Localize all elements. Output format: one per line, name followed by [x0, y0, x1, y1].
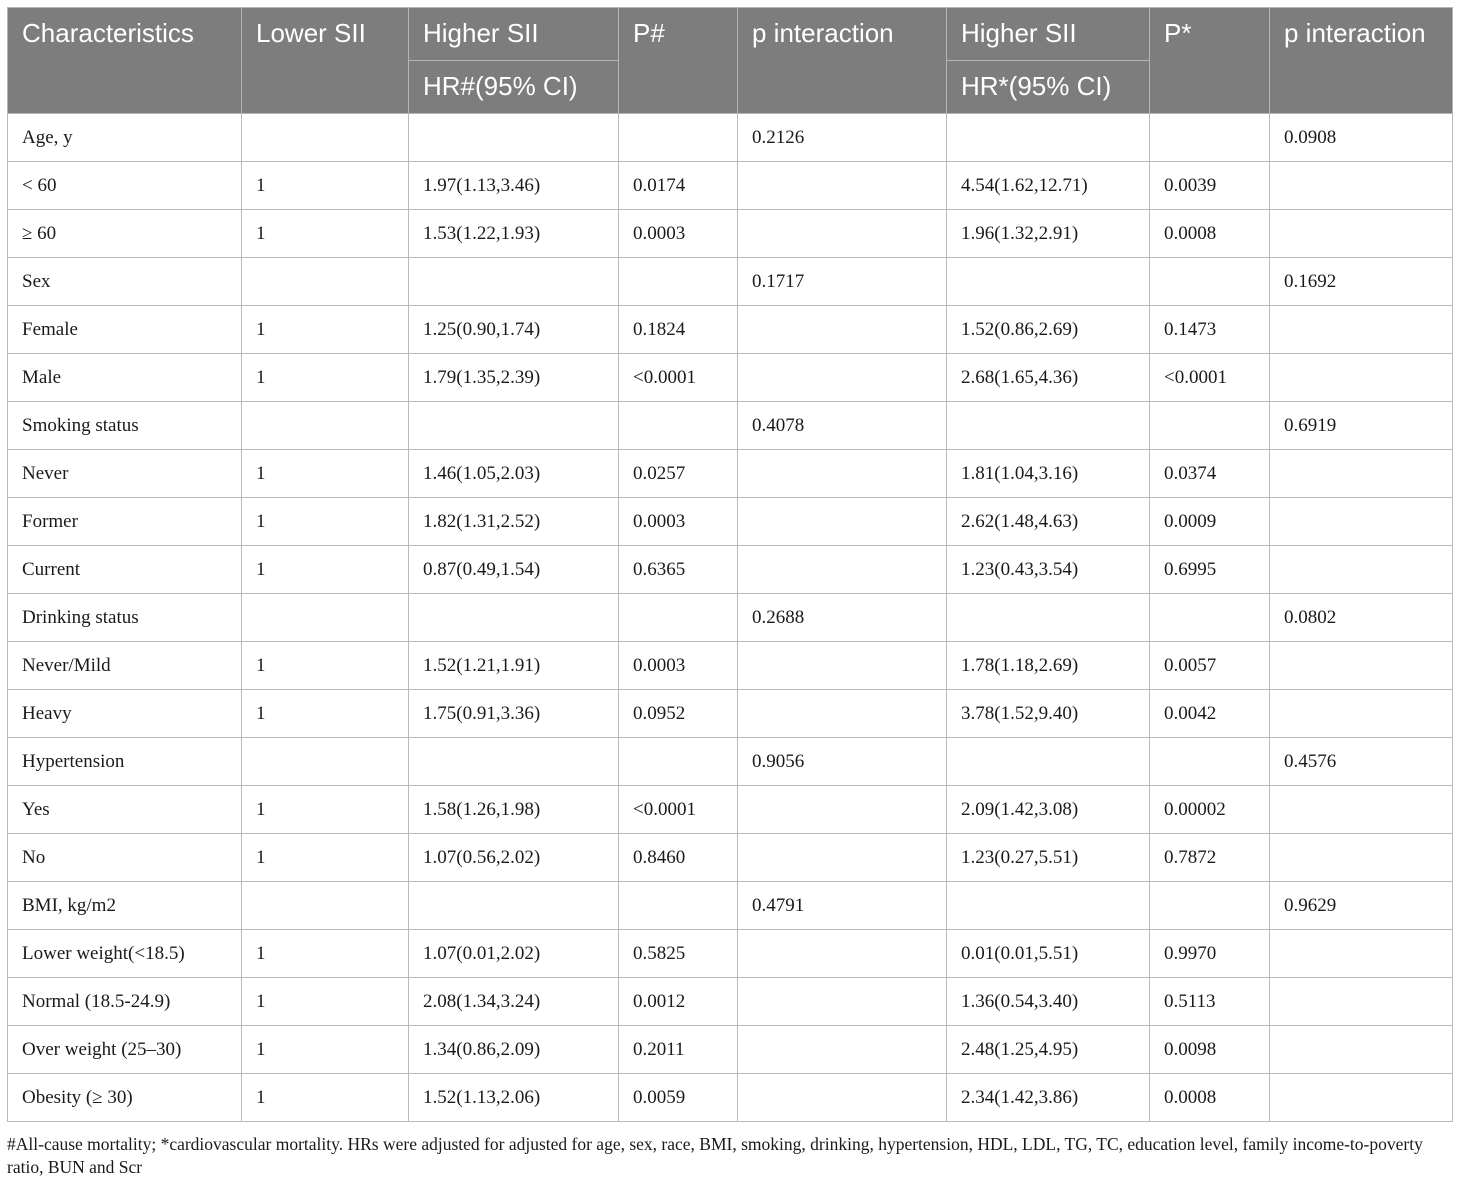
- cell-hr-all-cause: 1.46(1.05,2.03): [409, 450, 619, 498]
- cell-p-interaction-all-cause: [738, 450, 947, 498]
- cell-p-all-cause: 0.0003: [619, 642, 738, 690]
- cell-p-cardiovascular: 0.7872: [1150, 834, 1270, 882]
- cell-p-interaction-cardiovascular: [1270, 450, 1453, 498]
- cell-hr-cardiovascular: 2.09(1.42,3.08): [947, 786, 1150, 834]
- cell-hr-cardiovascular: 1.52(0.86,2.69): [947, 306, 1150, 354]
- cell-p-all-cause: 0.0257: [619, 450, 738, 498]
- table-row: [8, 402, 1453, 450]
- cell-characteristic: Sex: [8, 258, 242, 306]
- cell-p-all-cause: 0.0003: [619, 498, 738, 546]
- cell-hr-cardiovascular: 1.23(0.43,3.54): [947, 546, 1150, 594]
- cell-p-cardiovascular: 0.0057: [1150, 642, 1270, 690]
- cell-characteristic: < 60: [8, 162, 242, 210]
- cell-p-all-cause: 0.0952: [619, 690, 738, 738]
- cell-hr-cardiovascular: 1.78(1.18,2.69): [947, 642, 1150, 690]
- cell-p-interaction-all-cause: 0.1717: [738, 258, 947, 306]
- table-row: [8, 738, 1453, 786]
- cell-p-all-cause: 0.8460: [619, 834, 738, 882]
- cell-p-cardiovascular: 0.5113: [1150, 978, 1270, 1026]
- cell-hr-cardiovascular: 2.62(1.48,4.63): [947, 498, 1150, 546]
- table-row: [8, 162, 1453, 210]
- cell-hr-all-cause: 1.52(1.21,1.91): [409, 642, 619, 690]
- cell-hr-all-cause: 1.58(1.26,1.98): [409, 786, 619, 834]
- cell-characteristic: Never: [8, 450, 242, 498]
- cell-hr-all-cause: [409, 114, 619, 162]
- cell-hr-all-cause: [409, 594, 619, 642]
- cell-hr-all-cause: 1.82(1.31,2.52): [409, 498, 619, 546]
- cell-p-interaction-all-cause: [738, 1074, 947, 1122]
- cell-p-interaction-all-cause: [738, 978, 947, 1026]
- cell-lower-sii: [242, 402, 409, 450]
- cell-p-interaction-cardiovascular: [1270, 930, 1453, 978]
- cell-p-interaction-cardiovascular: [1270, 210, 1453, 258]
- cell-p-interaction-cardiovascular: 0.0908: [1270, 114, 1453, 162]
- cell-lower-sii: 1: [242, 786, 409, 834]
- cell-p-interaction-all-cause: [738, 162, 947, 210]
- cell-hr-cardiovascular: 1.96(1.32,2.91): [947, 210, 1150, 258]
- cell-p-interaction-all-cause: 0.2688: [738, 594, 947, 642]
- cell-p-interaction-cardiovascular: 0.9629: [1270, 882, 1453, 930]
- cell-p-interaction-cardiovascular: [1270, 162, 1453, 210]
- cell-p-interaction-cardiovascular: [1270, 498, 1453, 546]
- table-row: [8, 450, 1453, 498]
- results-table-container: [7, 7, 1452, 1122]
- table-row: [8, 498, 1453, 546]
- cell-hr-cardiovascular: 1.23(0.27,5.51): [947, 834, 1150, 882]
- cell-lower-sii: 1: [242, 690, 409, 738]
- table-row: [8, 882, 1453, 930]
- cell-p-cardiovascular: [1150, 402, 1270, 450]
- cell-lower-sii: 1: [242, 546, 409, 594]
- cell-p-interaction-cardiovascular: 0.6919: [1270, 402, 1453, 450]
- cell-hr-all-cause: 1.75(0.91,3.36): [409, 690, 619, 738]
- cell-characteristic: Normal (18.5-24.9): [8, 978, 242, 1026]
- cell-hr-all-cause: 1.07(0.56,2.02): [409, 834, 619, 882]
- cell-p-all-cause: 0.0174: [619, 162, 738, 210]
- cell-p-cardiovascular: 0.6995: [1150, 546, 1270, 594]
- cell-p-cardiovascular: 0.00002: [1150, 786, 1270, 834]
- cell-hr-all-cause: 0.87(0.49,1.54): [409, 546, 619, 594]
- cell-p-cardiovascular: 0.0042: [1150, 690, 1270, 738]
- cell-p-interaction-all-cause: [738, 834, 947, 882]
- cell-p-interaction-cardiovascular: [1270, 354, 1453, 402]
- cell-p-cardiovascular: 0.0374: [1150, 450, 1270, 498]
- cell-hr-cardiovascular: 2.34(1.42,3.86): [947, 1074, 1150, 1122]
- cell-characteristic: Never/Mild: [8, 642, 242, 690]
- cell-lower-sii: [242, 882, 409, 930]
- cell-p-cardiovascular: 0.0039: [1150, 162, 1270, 210]
- cell-hr-all-cause: 2.08(1.34,3.24): [409, 978, 619, 1026]
- cell-p-interaction-all-cause: [738, 786, 947, 834]
- cell-p-interaction-cardiovascular: 0.1692: [1270, 258, 1453, 306]
- cell-hr-all-cause: 1.52(1.13,2.06): [409, 1074, 619, 1122]
- table-header: [8, 8, 1453, 114]
- cell-p-interaction-all-cause: [738, 1026, 947, 1074]
- cell-lower-sii: 1: [242, 162, 409, 210]
- cell-p-interaction-cardiovascular: [1270, 306, 1453, 354]
- cell-p-all-cause: <0.0001: [619, 786, 738, 834]
- cell-p-interaction-cardiovascular: 0.0802: [1270, 594, 1453, 642]
- cell-characteristic: Male: [8, 354, 242, 402]
- cell-p-interaction-all-cause: [738, 546, 947, 594]
- cell-p-all-cause: [619, 738, 738, 786]
- cell-p-cardiovascular: [1150, 882, 1270, 930]
- cell-p-interaction-cardiovascular: 0.4576: [1270, 738, 1453, 786]
- cell-p-interaction-all-cause: [738, 498, 947, 546]
- cell-hr-all-cause: [409, 258, 619, 306]
- cell-characteristic: ≥ 60: [8, 210, 242, 258]
- subgroup-analysis-table: [7, 7, 1453, 1122]
- cell-lower-sii: 1: [242, 498, 409, 546]
- cell-p-all-cause: 0.6365: [619, 546, 738, 594]
- cell-hr-cardiovascular: 1.81(1.04,3.16): [947, 450, 1150, 498]
- cell-p-all-cause: 0.1824: [619, 306, 738, 354]
- cell-p-all-cause: [619, 882, 738, 930]
- cell-p-interaction-cardiovascular: [1270, 690, 1453, 738]
- cell-p-all-cause: 0.0012: [619, 978, 738, 1026]
- cell-hr-all-cause: [409, 738, 619, 786]
- cell-p-cardiovascular: 0.0008: [1150, 1074, 1270, 1122]
- cell-p-all-cause: 0.5825: [619, 930, 738, 978]
- cell-lower-sii: [242, 114, 409, 162]
- cell-hr-all-cause: 1.34(0.86,2.09): [409, 1026, 619, 1074]
- cell-hr-cardiovascular: 0.01(0.01,5.51): [947, 930, 1150, 978]
- header-p-cardiovascular: P*: [1150, 8, 1270, 114]
- cell-characteristic: No: [8, 834, 242, 882]
- header-p-interaction-cardiovascular: p interaction: [1270, 8, 1453, 114]
- cell-p-all-cause: [619, 594, 738, 642]
- cell-p-all-cause: 0.2011: [619, 1026, 738, 1074]
- cell-hr-all-cause: 1.53(1.22,1.93): [409, 210, 619, 258]
- cell-lower-sii: 1: [242, 978, 409, 1026]
- table-row: [8, 930, 1453, 978]
- cell-p-cardiovascular: 0.1473: [1150, 306, 1270, 354]
- cell-lower-sii: 1: [242, 210, 409, 258]
- cell-characteristic: BMI, kg/m2: [8, 882, 242, 930]
- table-row: [8, 1026, 1453, 1074]
- cell-characteristic: Age, y: [8, 114, 242, 162]
- cell-p-cardiovascular: <0.0001: [1150, 354, 1270, 402]
- cell-p-cardiovascular: 0.0098: [1150, 1026, 1270, 1074]
- table-row: [8, 546, 1453, 594]
- cell-p-interaction-cardiovascular: [1270, 978, 1453, 1026]
- table-row: [8, 786, 1453, 834]
- cell-hr-cardiovascular: [947, 738, 1150, 786]
- cell-p-interaction-cardiovascular: [1270, 642, 1453, 690]
- cell-hr-cardiovascular: 3.78(1.52,9.40): [947, 690, 1150, 738]
- header-hr-all-cause: HR#(95% CI): [409, 61, 619, 114]
- table-row: [8, 258, 1453, 306]
- cell-hr-all-cause: 1.25(0.90,1.74): [409, 306, 619, 354]
- header-hr-cardiovascular: HR*(95% CI): [947, 61, 1150, 114]
- cell-lower-sii: 1: [242, 450, 409, 498]
- table-row: [8, 978, 1453, 1026]
- cell-hr-all-cause: 1.97(1.13,3.46): [409, 162, 619, 210]
- cell-hr-all-cause: [409, 882, 619, 930]
- table-row: [8, 114, 1453, 162]
- table-row: [8, 642, 1453, 690]
- table-row: [8, 1074, 1453, 1122]
- cell-p-interaction-all-cause: [738, 306, 947, 354]
- cell-lower-sii: [242, 594, 409, 642]
- cell-hr-cardiovascular: [947, 258, 1150, 306]
- cell-hr-cardiovascular: 2.68(1.65,4.36): [947, 354, 1150, 402]
- header-characteristics: Characteristics: [8, 8, 242, 114]
- cell-p-cardiovascular: 0.9970: [1150, 930, 1270, 978]
- cell-hr-all-cause: 1.79(1.35,2.39): [409, 354, 619, 402]
- cell-characteristic: Smoking status: [8, 402, 242, 450]
- cell-characteristic: Current: [8, 546, 242, 594]
- cell-lower-sii: [242, 738, 409, 786]
- cell-p-interaction-cardiovascular: [1270, 546, 1453, 594]
- cell-p-cardiovascular: [1150, 738, 1270, 786]
- cell-characteristic: Lower weight(<18.5): [8, 930, 242, 978]
- cell-p-interaction-all-cause: [738, 690, 947, 738]
- cell-characteristic: Yes: [8, 786, 242, 834]
- cell-p-interaction-all-cause: 0.4791: [738, 882, 947, 930]
- header-p-all-cause: P#: [619, 8, 738, 114]
- cell-lower-sii: 1: [242, 834, 409, 882]
- cell-p-interaction-cardiovascular: [1270, 834, 1453, 882]
- cell-lower-sii: 1: [242, 930, 409, 978]
- cell-p-cardiovascular: [1150, 258, 1270, 306]
- cell-p-interaction-all-cause: [738, 354, 947, 402]
- table-row: [8, 354, 1453, 402]
- cell-characteristic: Former: [8, 498, 242, 546]
- cell-hr-all-cause: [409, 402, 619, 450]
- cell-hr-all-cause: 1.07(0.01,2.02): [409, 930, 619, 978]
- cell-lower-sii: 1: [242, 1074, 409, 1122]
- table-footnote: #All-cause mortality; *cardiovascular mortality. HRs were adjusted for adjusted for age, sex, race, BMI, smoking, drinking, hypertension, HDL, LDL, TG, TC, education level, family income-to-poverty ratio, BUN and Scr: [7, 1134, 1423, 1177]
- cell-p-interaction-cardiovascular: [1270, 1074, 1453, 1122]
- table-row: [8, 594, 1453, 642]
- cell-hr-cardiovascular: [947, 114, 1150, 162]
- table-row: [8, 306, 1453, 354]
- cell-p-interaction-all-cause: 0.9056: [738, 738, 947, 786]
- cell-hr-cardiovascular: 4.54(1.62,12.71): [947, 162, 1150, 210]
- cell-lower-sii: 1: [242, 1026, 409, 1074]
- cell-characteristic: Female: [8, 306, 242, 354]
- cell-hr-cardiovascular: 2.48(1.25,4.95): [947, 1026, 1150, 1074]
- cell-p-all-cause: [619, 258, 738, 306]
- table-row: [8, 210, 1453, 258]
- cell-p-interaction-all-cause: [738, 642, 947, 690]
- cell-p-interaction-cardiovascular: [1270, 786, 1453, 834]
- cell-characteristic: Over weight (25–30): [8, 1026, 242, 1074]
- cell-p-cardiovascular: [1150, 114, 1270, 162]
- cell-p-interaction-all-cause: [738, 210, 947, 258]
- header-row-1: [8, 8, 1453, 61]
- cell-p-cardiovascular: [1150, 594, 1270, 642]
- cell-p-interaction-all-cause: [738, 930, 947, 978]
- header-lower-sii: Lower SII: [242, 8, 409, 114]
- cell-p-all-cause: 0.0059: [619, 1074, 738, 1122]
- cell-hr-cardiovascular: [947, 402, 1150, 450]
- cell-p-cardiovascular: 0.0008: [1150, 210, 1270, 258]
- cell-p-all-cause: <0.0001: [619, 354, 738, 402]
- table-row: [8, 690, 1453, 738]
- table-row: [8, 834, 1453, 882]
- cell-lower-sii: 1: [242, 354, 409, 402]
- cell-p-all-cause: 0.0003: [619, 210, 738, 258]
- cell-p-interaction-all-cause: 0.2126: [738, 114, 947, 162]
- cell-lower-sii: 1: [242, 642, 409, 690]
- cell-hr-cardiovascular: [947, 882, 1150, 930]
- cell-characteristic: Hypertension: [8, 738, 242, 786]
- cell-p-cardiovascular: 0.0009: [1150, 498, 1270, 546]
- cell-lower-sii: [242, 258, 409, 306]
- header-higher-sii-all-cause: Higher SII: [409, 8, 619, 61]
- cell-characteristic: Heavy: [8, 690, 242, 738]
- cell-characteristic: Drinking status: [8, 594, 242, 642]
- header-higher-sii-cardiovascular: Higher SII: [947, 8, 1150, 61]
- cell-characteristic: Obesity (≥ 30): [8, 1074, 242, 1122]
- cell-p-all-cause: [619, 402, 738, 450]
- cell-p-interaction-all-cause: 0.4078: [738, 402, 947, 450]
- cell-lower-sii: 1: [242, 306, 409, 354]
- cell-p-interaction-cardiovascular: [1270, 1026, 1453, 1074]
- cell-p-all-cause: [619, 114, 738, 162]
- header-p-interaction-all-cause: p interaction: [738, 8, 947, 114]
- cell-hr-cardiovascular: [947, 594, 1150, 642]
- cell-hr-cardiovascular: 1.36(0.54,3.40): [947, 978, 1150, 1026]
- table-body: [8, 114, 1453, 1122]
